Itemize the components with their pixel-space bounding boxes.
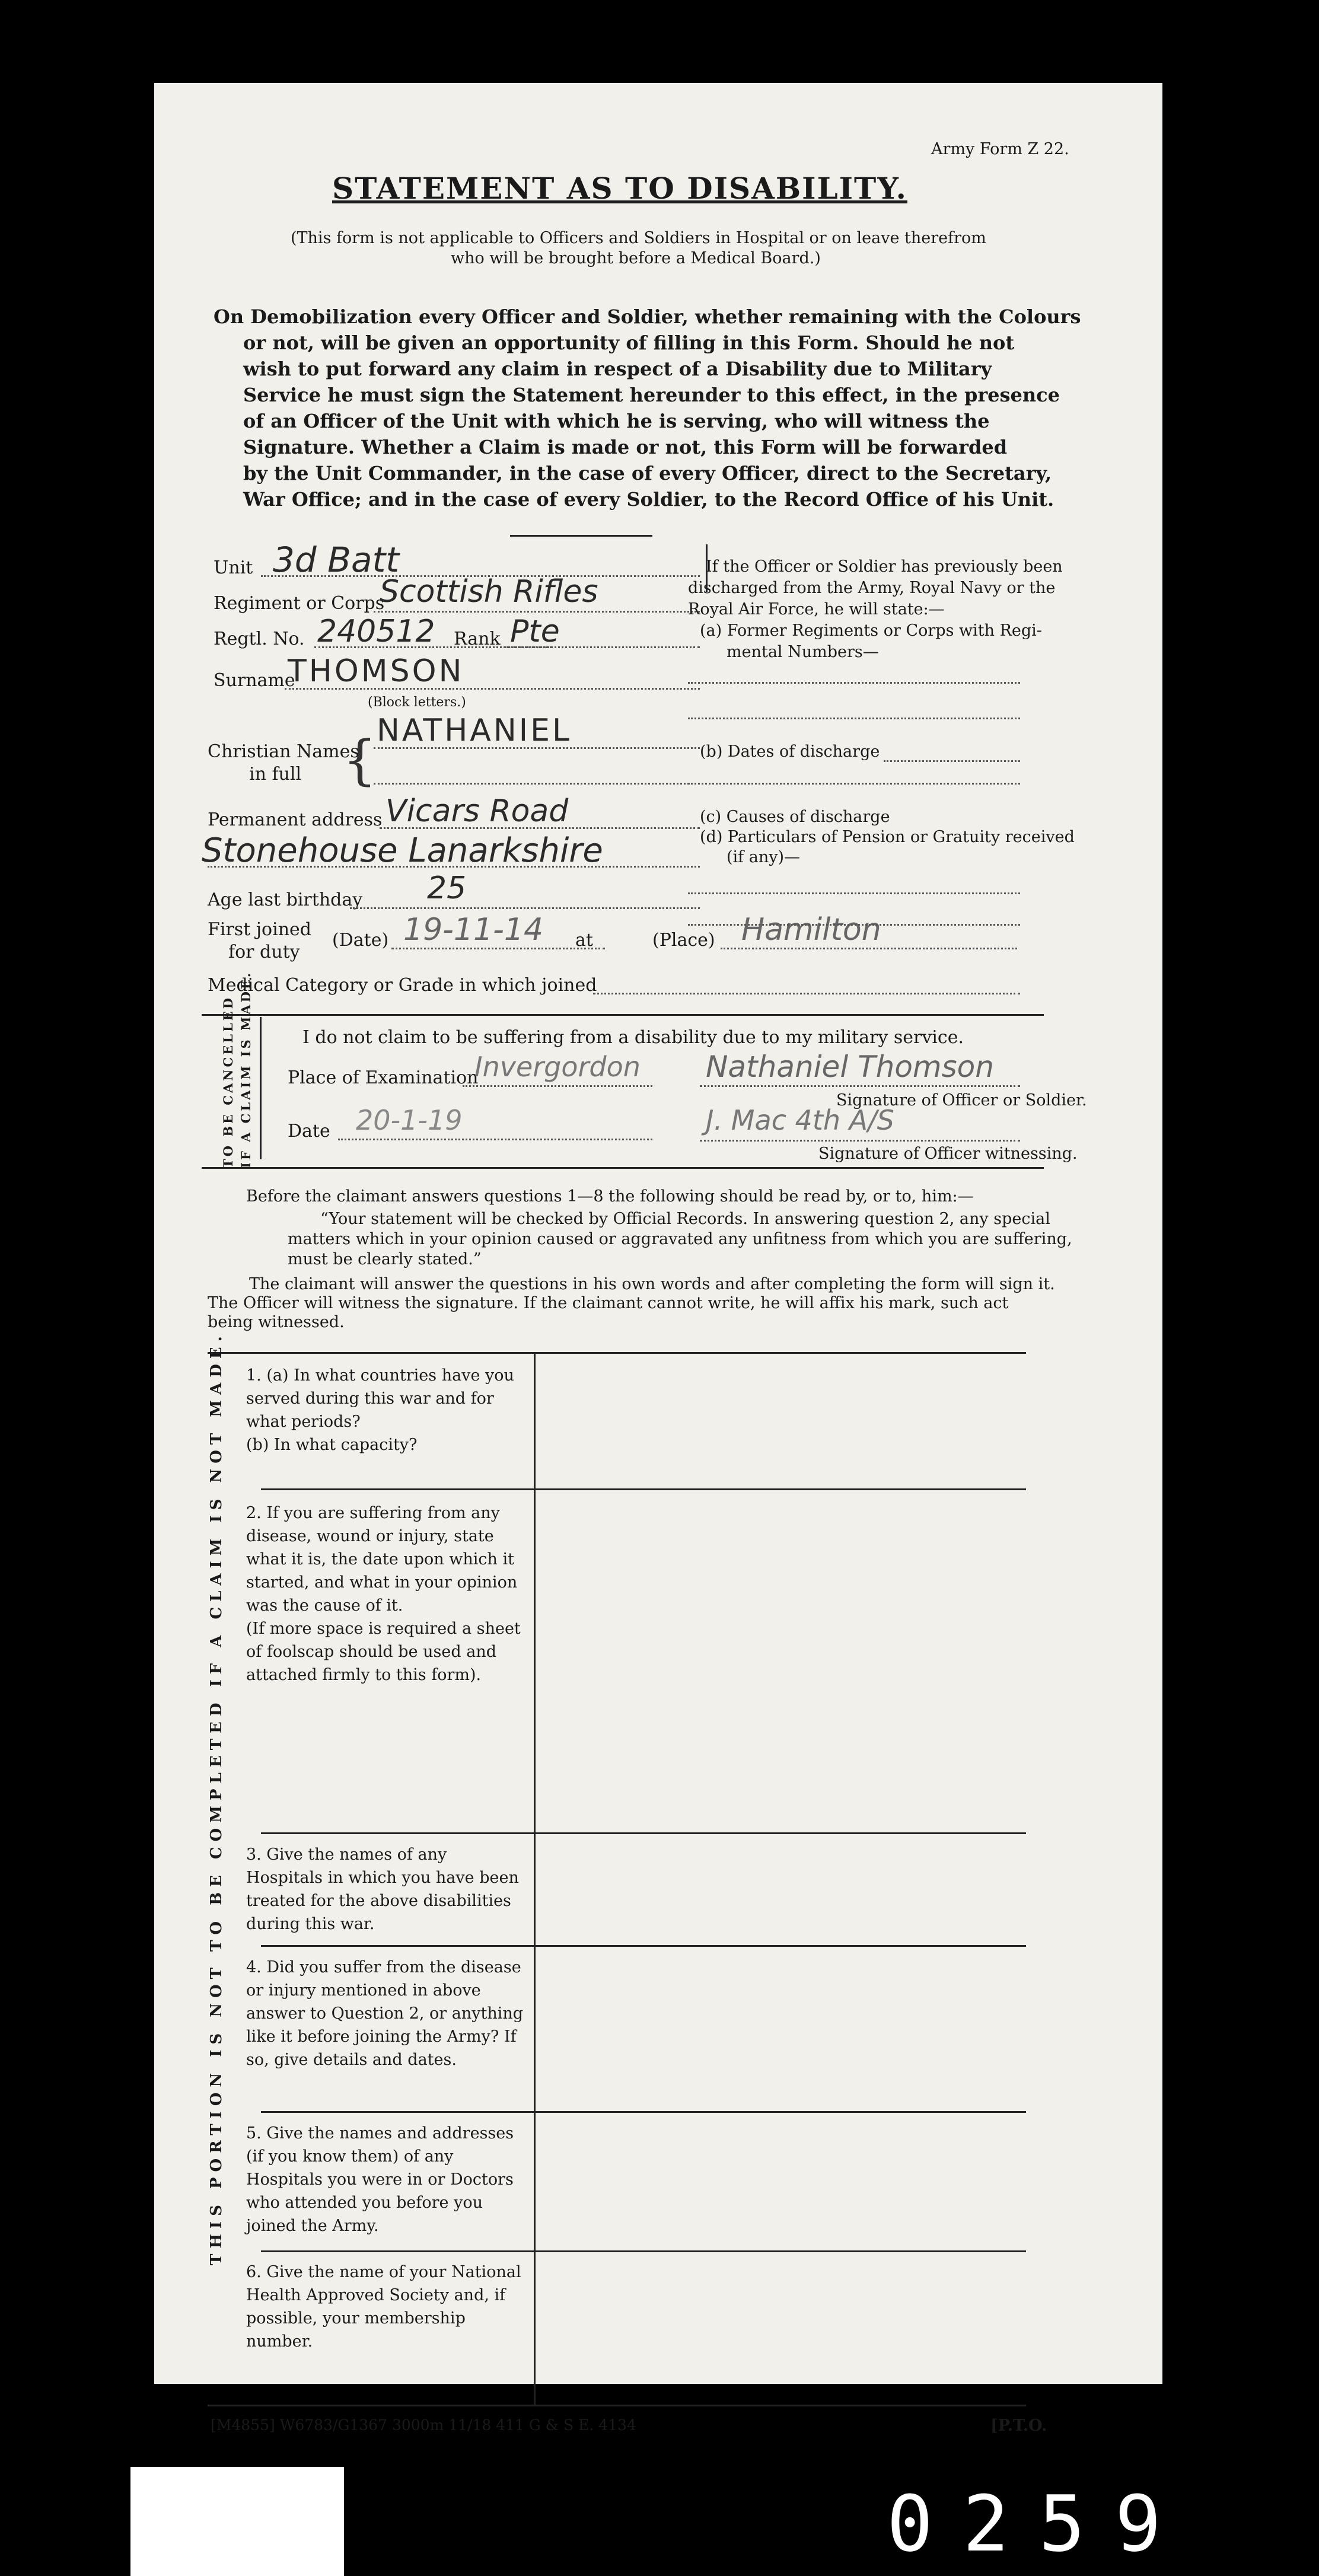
question-2-rule [261, 1832, 1026, 1834]
instructions-line: Before the claimant answers questions 1—8 the following should be read by, or to, him:— [246, 1187, 974, 1206]
footer-print-code: [M4855] W6783/G1367 3000m 11/18 411 G & S E. 4134 [211, 2416, 636, 2434]
prior-discharge-intro-2: discharged from the Army, Royal Navy or the [688, 579, 1056, 597]
address-label: Permanent address [208, 809, 383, 830]
regiment-value[interactable]: Scottish Rifles [380, 574, 598, 610]
questions-bottom-rule [208, 2405, 1026, 2406]
christian-names-label-2: in full [249, 764, 302, 785]
medical-category-label: Medical Category or Grade in which joined [208, 975, 597, 996]
subtitle-line-1: (This form is not applicable to Officers and Soldiers in Hospital or on leave therefrom [291, 229, 986, 247]
surname-value[interactable]: THOMSON [288, 653, 464, 689]
footer-pto: [P.T.O. [990, 2416, 1047, 2435]
age-value[interactable]: 25 [427, 871, 467, 906]
exam-place-label: Place of Examination [288, 1067, 479, 1088]
cancel-top-rule [202, 1014, 1044, 1016]
brace-icon: { [343, 729, 377, 792]
question-5-text: 5. Give the names and addresses (if you know them) of any Hospitals you were in or Doctors who attended you before you joined the Army. [246, 2124, 514, 2235]
question-2 [246, 1501, 525, 1686]
question-4 [246, 1956, 525, 2071]
causes-discharge-label: (c) Causes of discharge [700, 808, 890, 826]
intro-line-1: On Demobilization every Officer and Soldier, whether remaining with the Colours [214, 305, 1081, 328]
questions-side-label: THIS PORTION IS NOT TO BE COMPLETED IF A CLAIM IS NOT MADE. [208, 1331, 225, 2265]
address-value-2[interactable]: Stonehouse Lanarkshire [202, 831, 603, 870]
no-claim-statement: I do not claim to be suffering from a disability due to my military service. [302, 1027, 964, 1048]
form-number: Army Form Z 22. [931, 140, 1069, 158]
quote-line-3: must be clearly stated.” [288, 1250, 482, 1268]
question-3 [246, 1843, 525, 1936]
question-4-text: 4. Did you suffer from the disease or injury mentioned in above answer to Question 2, or anything like it before joining the Army? If so, give details and dates. [246, 1958, 524, 2069]
place-joined-value[interactable]: Hamilton [741, 912, 881, 948]
quote-line-1: “Your statement will be checked by Official Records. In answering question 2, any special [320, 1210, 1050, 1228]
question-5-rule [261, 2250, 1026, 2252]
frame-number: 0259 [887, 2479, 1191, 2569]
answer-5-field[interactable] [546, 2122, 1008, 2240]
christian-names-value[interactable]: NATHANIEL [377, 713, 572, 748]
intro-line-2: or not, will be given an opportunity of filling in this Form. Should he not [243, 331, 1015, 354]
cancel-side-label-2: IF A CLAIM IS MADE. [238, 970, 253, 1168]
rank-value[interactable]: Pte [510, 614, 560, 649]
question-6 [246, 2261, 525, 2353]
soldier-signature[interactable]: Nathaniel Thomson [706, 1050, 994, 1084]
note-line-1: The claimant will answer the questions in his own words and after completing the form will sign it. [249, 1275, 1055, 1293]
intro-line-6: Signature. Whether a Claim is made or not, this Form will be forwarded [243, 436, 1008, 458]
answer-6-field[interactable] [546, 2261, 1008, 2379]
question-5 [246, 2122, 525, 2237]
note-line-3: being witnessed. [208, 1313, 345, 1331]
former-regiments-label: (a) Former Regiments or Corps with Regi- [700, 621, 1042, 640]
soldier-signature-label: Signature of Officer or Soldier. [836, 1091, 1087, 1110]
answer-4-field[interactable] [546, 1956, 1008, 2098]
unit-value[interactable]: 3d Batt [273, 540, 399, 580]
block-letters-note: (Block letters.) [368, 695, 466, 710]
regiment-label: Regiment or Corps [214, 593, 385, 614]
pension-label: (d) Particulars of Pension or Gratuity received [700, 828, 1075, 846]
intro-line-4: Service he must sign the Statement hereunder to this effect, in the presence [243, 384, 1060, 406]
answer-1-field[interactable] [546, 1364, 1008, 1483]
intro-line-7: by the Unit Commander, in the case of every Officer, direct to the Secretary, [243, 462, 1052, 484]
quote-line-2: matters which in your opinion caused or aggravated any unfitness from which you are suffering, [288, 1230, 1072, 1248]
prior-discharge-intro-3: Royal Air Force, he will state:— [688, 600, 945, 619]
cancel-date-label: Date [288, 1121, 330, 1142]
age-label: Age last birthday [208, 890, 363, 910]
rank-label: Rank [454, 629, 501, 649]
first-joined-label: First joined [208, 919, 311, 940]
question-2-text: 2. If you are suffering from any disease, wound or injury, state what it is, the date upon which it started, and what in your opinion was the cause of it. [246, 1504, 518, 1615]
question-1 [246, 1364, 525, 1456]
intro-line-5: of an Officer of the Unit with which he is serving, who will witness the [243, 410, 990, 432]
witness-signature-label: Signature of Officer witnessing. [818, 1144, 1078, 1163]
question-6-text: 6. Give the name of your National Health Approved Society and, if possible, your membership number. [246, 2263, 521, 2351]
form-sheet [154, 83, 1162, 2435]
prior-discharge-intro-1: If the Officer or Soldier has previously been [706, 557, 1063, 576]
cancel-date-value[interactable]: 20-1-19 [356, 1104, 463, 1136]
surname-label: Surname [214, 670, 295, 691]
question-3-rule [261, 1945, 1026, 1947]
intro-line-8: War Office; and in the case of every Soldier, to the Record Office of his Unit. [243, 488, 1054, 511]
place-joined-label: (Place) [652, 930, 715, 951]
christian-names-label: Christian Names [208, 741, 359, 762]
cancel-side-rule [260, 1017, 262, 1159]
short-divider [510, 535, 652, 537]
cancel-bottom-rule [202, 1167, 1044, 1169]
unit-label: Unit [214, 557, 253, 578]
cancel-side-label-1: TO BE CANCELLED [221, 996, 235, 1168]
address-value-1[interactable]: Vicars Road [385, 793, 569, 829]
question-2-sub: (If more space is required a sheet of foolscap should be used and attached firmly to this form). [246, 1619, 521, 1684]
question-1-text: 1. (a) In what countries have you served during this war and for what periods? [246, 1366, 514, 1431]
date-joined-label: (Date) [332, 930, 389, 951]
at-label: at [575, 930, 593, 951]
regtl-value[interactable]: 240512 [317, 614, 435, 649]
question-3-text: 3. Give the names of any Hospitals in which you have been treated for the above disabilities during this war. [246, 1845, 519, 1933]
answer-2-field[interactable] [546, 1501, 1008, 1822]
film-marker [130, 2467, 344, 2576]
regtl-label: Regtl. No. [214, 629, 305, 649]
answer-3-field[interactable] [546, 1843, 1008, 1938]
questions-top-rule [208, 1352, 1026, 1354]
witness-signature[interactable]: J. Mac 4th A/S [706, 1104, 894, 1136]
first-joined-label-2: for duty [228, 942, 300, 962]
question-4-rule [261, 2111, 1026, 2113]
question-1-sub: (b) In what capacity? [246, 1436, 418, 1454]
date-joined-value[interactable]: 19-11-14 [403, 912, 544, 948]
form-title: STATEMENT AS TO DISABILITY. [332, 171, 907, 206]
subtitle-line-2: who will be brought before a Medical Board.) [451, 249, 821, 267]
former-regiments-label-2: mental Numbers— [727, 643, 879, 661]
questions-column-rule [534, 1352, 536, 2405]
intro-line-3: wish to put forward any claim in respect of a Disability due to Military [243, 358, 992, 380]
question-1-rule [261, 1488, 1026, 1490]
pension-label-2: (if any)— [727, 848, 801, 866]
exam-place-value[interactable]: Invergordon [474, 1051, 641, 1083]
note-line-2: The Officer will witness the signature. If the claimant cannot write, he will affix his mark, such act [208, 1294, 1009, 1312]
dates-discharge-label: (b) Dates of discharge [700, 742, 880, 761]
